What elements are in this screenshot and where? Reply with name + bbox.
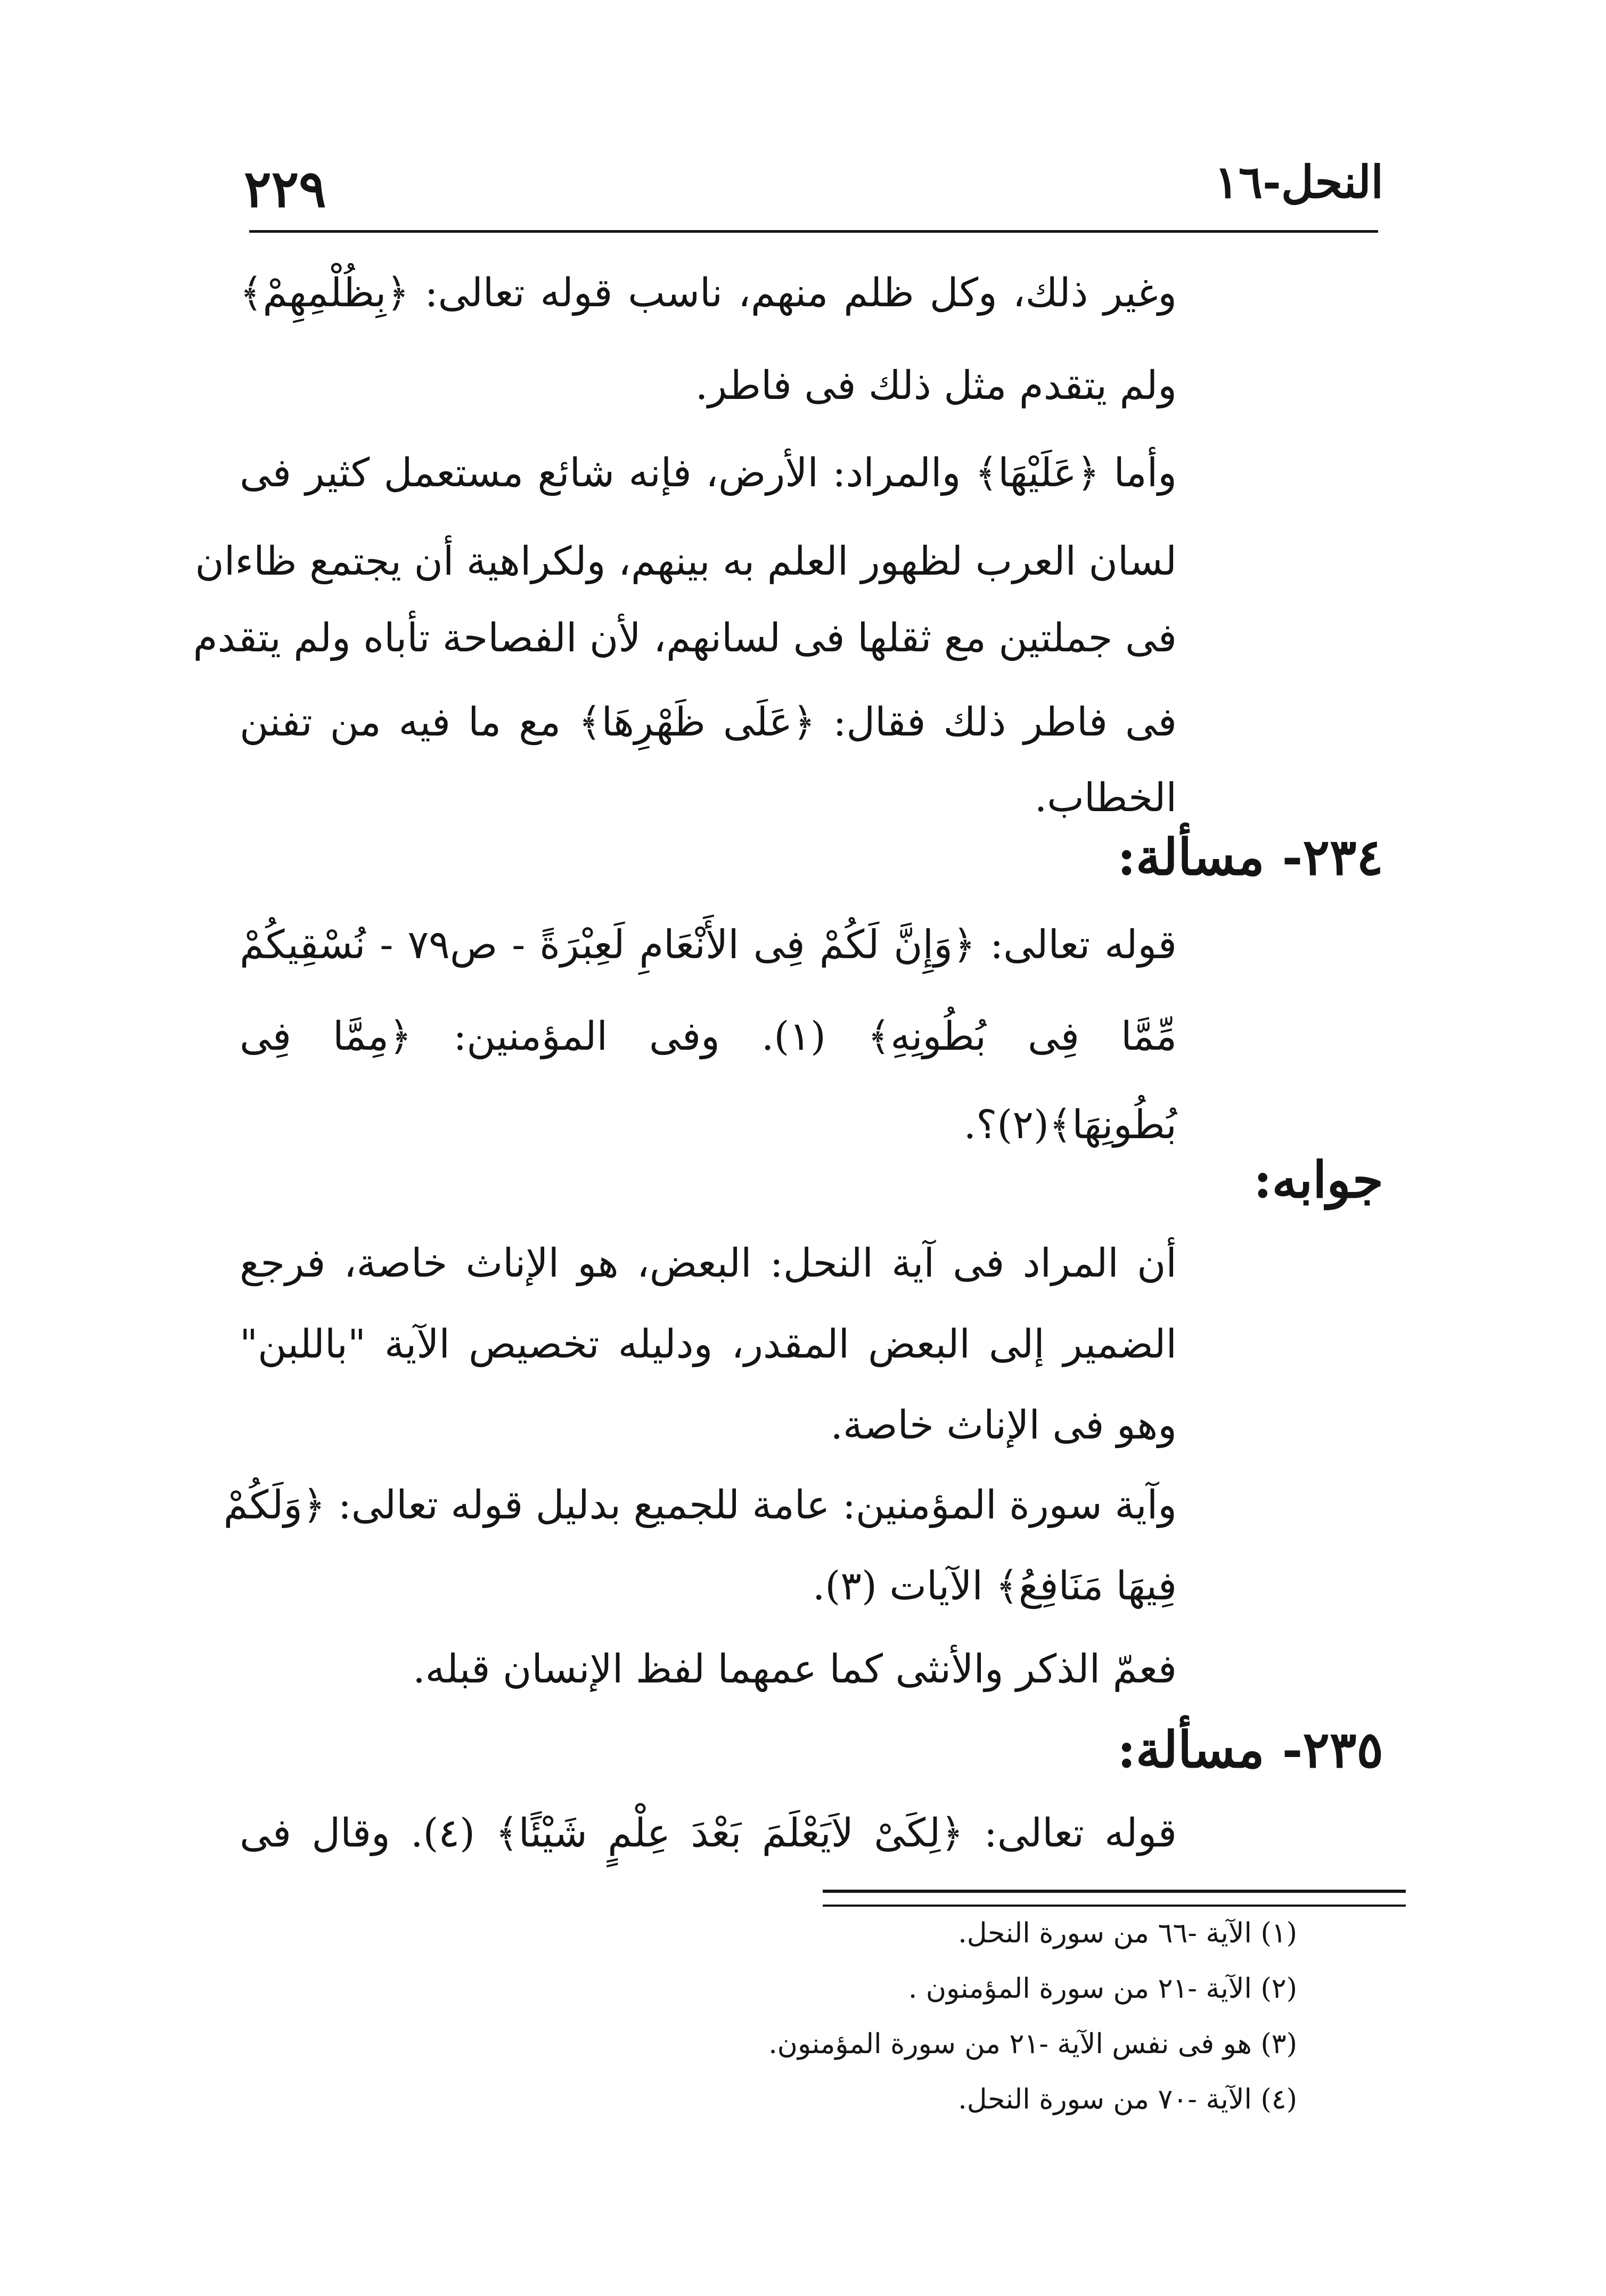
- text-line: ولم يتقدم مثل ذلك فى فاطر.: [695, 363, 1177, 408]
- section-heading-235: ٢٣٥- مسألة:: [1117, 1721, 1383, 1779]
- text-line: فى فاطر ذلك فقال: ﴿عَلَى ظَهْرِهَا﴾ مع ما فيه من تفنن: [240, 699, 1177, 745]
- footnote: (١) الآية -٦٦ من سورة النحل.: [958, 1917, 1297, 1949]
- answer-heading: جوابه:: [1253, 1151, 1383, 1210]
- footnote: (٢) الآية -٢١ من سورة المؤمنون .: [908, 1973, 1297, 2005]
- footnote-separator: [823, 1890, 1406, 1907]
- text-line: أن المراد فى آية النحل: البعض، هو الإناث خاصة، فرجع: [240, 1240, 1177, 1286]
- text-line: بُطُونِهَا﴾(٢)؟.: [963, 1102, 1177, 1148]
- text-line: فِيهَا مَنَافِعُ﴾ الآيات (٣).: [812, 1563, 1177, 1609]
- text-line: وأما ﴿عَلَيْهَا﴾ والمراد: الأرض، فإنه شائع مستعمل كثير فى: [240, 450, 1177, 496]
- text-line: قوله تعالى: ﴿لِكَىْ لاَيَعْلَمَ بَعْدَ عِلْمٍ شَيْئًا﴾ (٤). وقال فى: [240, 1810, 1177, 1856]
- running-header: النحل-١٦: [1214, 156, 1383, 208]
- footnote: (٣) هو فى نفس الآية -٢١ من سورة المؤمنون.: [768, 2028, 1297, 2060]
- text-line: لسان العرب لظهور العلم به بينهم، ولكراهية أن يجتمع ظاءان: [195, 538, 1177, 584]
- text-line: وغير ذلك، وكل ظلم منهم، ناسب قوله تعالى: ﴿بِظُلْمِهِمْ﴾: [240, 270, 1177, 316]
- section-heading-234: ٢٣٤- مسألة:: [1117, 828, 1383, 887]
- text-line: مِّمَّا فِى بُطُونِهِ﴾ (١). وفى المؤمنين: ﴿مِمَّا فِى: [240, 1014, 1177, 1059]
- text-line: وهو فى الإناث خاصة.: [830, 1402, 1177, 1448]
- text-line: الضمير إلى البعض المقدر، ودليله تخصيص الآية "باللبن": [240, 1321, 1177, 1367]
- text-line: قوله تعالى: ﴿وَإِنَّ لَكُمْ فِى الأَنْعَامِ لَعِبْرَةً - ص٧٩ - نُسْقِيكُمْ: [240, 922, 1177, 968]
- text-line: وآية سورة المؤمنين: عامة للجميع بدليل قوله تعالى: ﴿وَلَكُمْ: [223, 1482, 1177, 1528]
- text-line: الخطاب.: [1034, 775, 1177, 821]
- footnote: (٤) الآية -٧٠ من سورة النحل.: [958, 2083, 1297, 2115]
- text-line: فعمّ الذكر والأنثى كما عمهما لفظ الإنسان قبله.: [413, 1646, 1177, 1692]
- page-number: ٢٢٩: [244, 159, 326, 219]
- footnotes: [498, 1907, 1297, 2130]
- text-line: فى جملتين مع ثقلها فى لسانهم، لأن الفصاحة تأباه ولم يتقدم: [193, 615, 1177, 661]
